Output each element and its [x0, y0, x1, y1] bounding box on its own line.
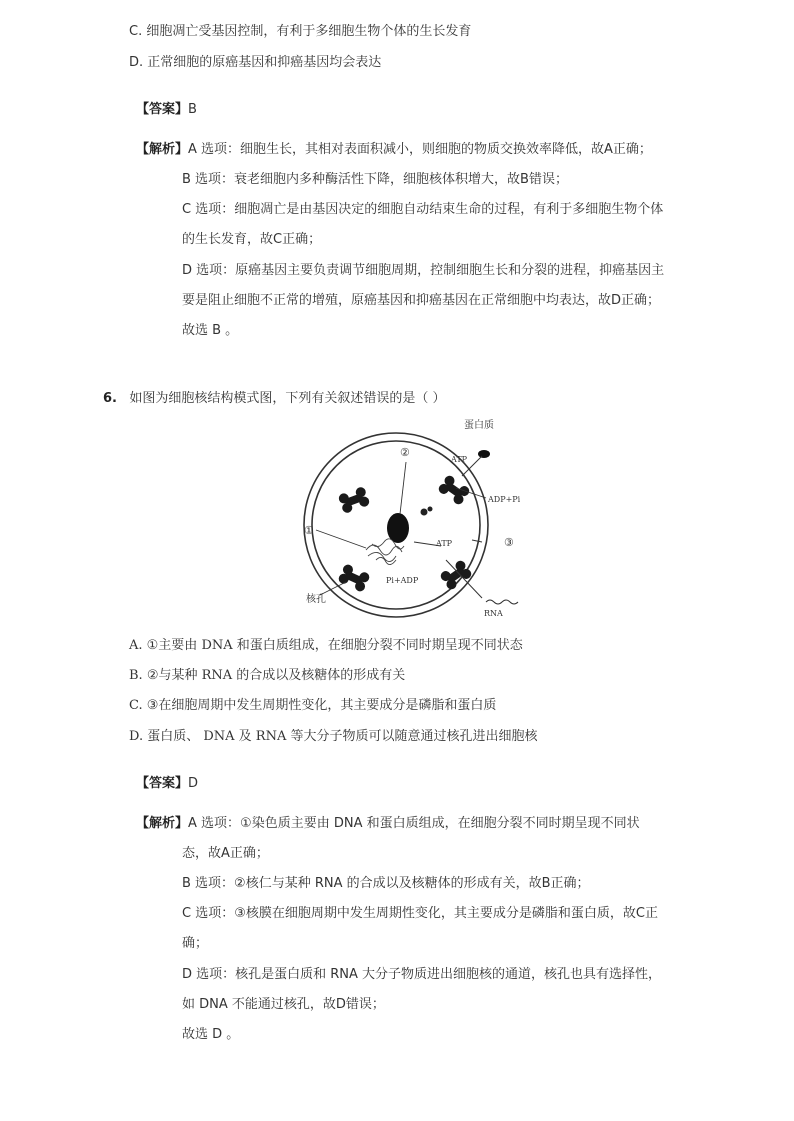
q5-analysis-line-2: B 选项：衰老细胞内多种酶活性下降，细胞核体积增大，故B错误；: [182, 172, 568, 187]
q5-analysis-line-4: 的生长发育，故C正确；: [182, 232, 322, 247]
label-atp-mid: ATP: [436, 539, 453, 548]
answer-value: B: [188, 102, 197, 117]
rna-strand: [486, 600, 518, 604]
q5-analysis-line-6: 要是阻止细胞不正常的增殖，原癌基因和抑癌基因在正常细胞中均表达，故D正确；: [182, 293, 661, 308]
q6-analysis-line-8: 故选 D 。: [182, 1027, 240, 1042]
analysis-text: A 选项：①染色质主要由 DNA 和蛋白质组成，在细胞分裂不同时期呈现不同状: [188, 816, 640, 831]
label-pi-adp: Pi+ADP: [386, 576, 419, 585]
analysis-label: 【解析】: [136, 816, 189, 831]
q5-analysis-line-5: D 选项：原癌基因主要负责调节细胞周期，控制细胞生长和分裂的进程，抑癌基因主: [182, 263, 665, 278]
label-num-2: ②: [400, 446, 410, 459]
q6-answer: [136, 775, 198, 793]
q6-analysis-line-4: C 选项：③核膜在细胞周期中发生周期性变化，其主要成分是磷脂和蛋白质，故C正: [182, 906, 658, 921]
label-rna: RNA: [484, 609, 503, 618]
q6-analysis-line-6: D 选项：核孔是蛋白质和 RNA 大分子物质进出细胞核的通道，核孔也具有选择性，: [182, 967, 662, 982]
q6-option-b: B. ②与某种 RNA 的合成以及核糖体的形成有关: [129, 668, 406, 683]
question-text: 如图为细胞核结构模式图，下列有关叙述错误的是（ ）: [129, 391, 446, 406]
label-adp-pi: ADP+Pi: [488, 495, 521, 504]
q6-analysis-line-3: B 选项：②核仁与某种 RNA 的合成以及核糖体的形成有关，故B正确；: [182, 876, 590, 891]
q6-option-c: C. ③在细胞周期中发生周期性变化，其主要成分是磷脂和蛋白质: [129, 698, 497, 713]
q5-analysis-line-1: [136, 141, 652, 159]
analysis-label: 【解析】: [136, 142, 189, 157]
q6-stem: [103, 390, 446, 408]
q6-analysis-line-5: 确；: [182, 936, 209, 951]
answer-value: D: [188, 776, 199, 791]
q6-analysis-line-7: 如 DNA 不能通过核孔，故D错误；: [182, 997, 385, 1012]
q5-option-d: D. 正常细胞的原癌基因和抑癌基因均会表达: [129, 55, 382, 70]
answer-label: 【答案】: [136, 102, 189, 117]
q5-answer: [136, 101, 197, 119]
q6-option-a: A. ①主要由 DNA 和蛋白质组成，在细胞分裂不同时期呈现不同状态: [129, 638, 523, 653]
label-num-1: ①: [304, 524, 314, 537]
answer-label: 【答案】: [136, 776, 189, 791]
q6-analysis-line-1: [136, 815, 640, 833]
q6-analysis-line-2: 态，故A正确；: [182, 846, 269, 861]
nucleus-structure-figure: [296, 410, 546, 620]
protein-dot: [478, 450, 490, 458]
label-protein: 蛋白质: [464, 420, 494, 431]
q5-analysis-line-3: C 选项：细胞凋亡是由基因决定的细胞自动结束生命的过程，有利于多细胞生物个体: [182, 202, 664, 217]
label-atp-top: ATP: [451, 455, 468, 464]
label-num-3: ③: [504, 536, 514, 549]
q5-analysis-line-7: 故选 B 。: [182, 323, 239, 338]
analysis-text: A 选项：细胞生长，其相对表面积减小，则细胞的物质交换效率降低，故A正确；: [188, 142, 652, 157]
label-nuclear-pore: 核孔: [306, 594, 326, 605]
q5-option-c: C. 细胞凋亡受基因控制，有利于多细胞生物个体的生长发育: [129, 24, 472, 39]
question-number: 6.: [103, 391, 117, 406]
q6-option-d: D. 蛋白质、 DNA 及 RNA 等大分子物质可以随意通过核孔进出细胞核: [129, 729, 538, 744]
nucleolus: [387, 513, 409, 543]
